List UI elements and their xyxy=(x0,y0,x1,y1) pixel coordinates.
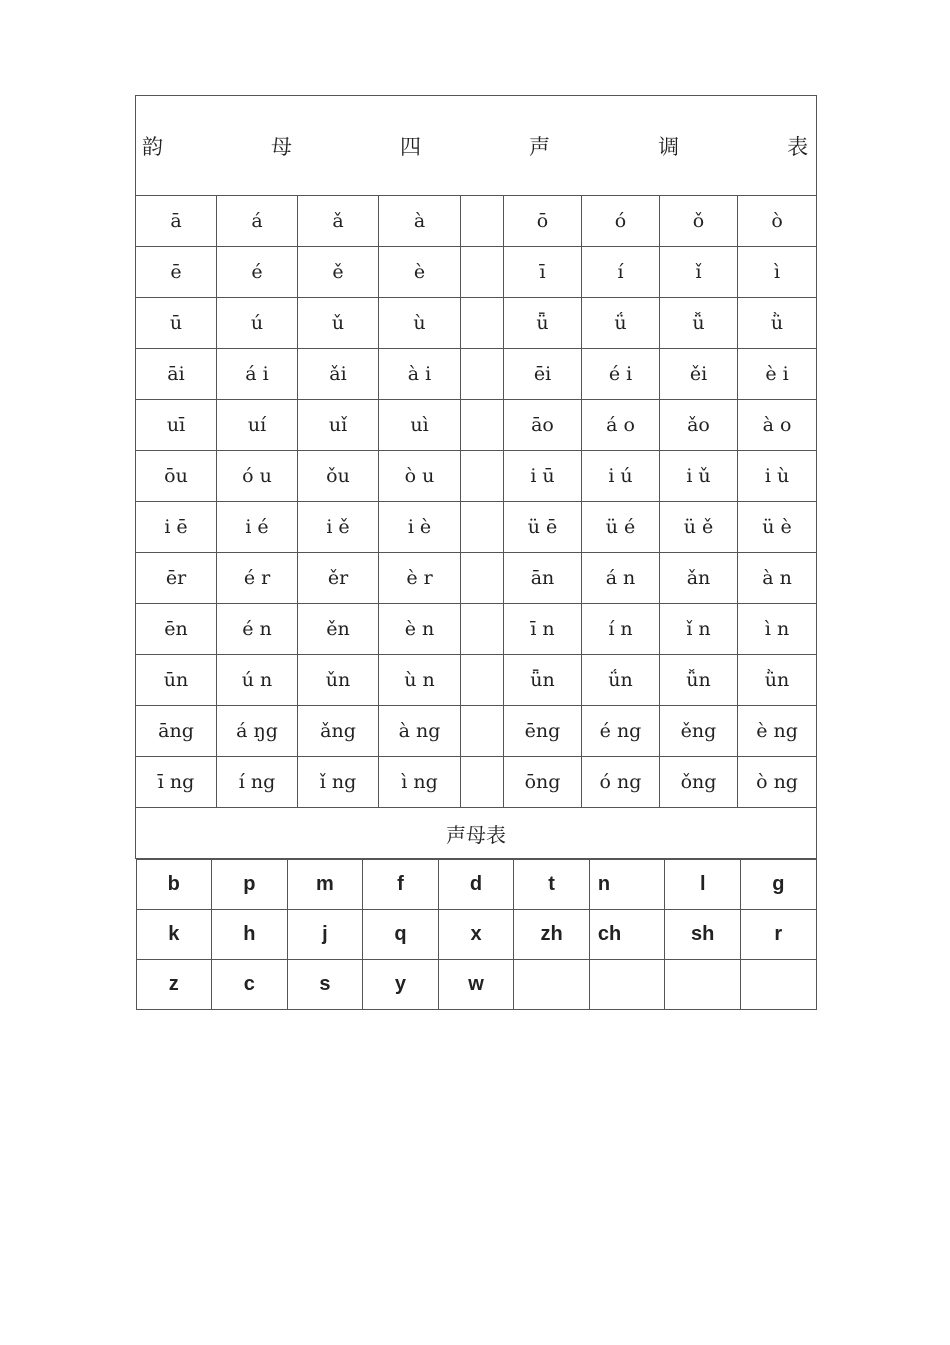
initials-cell: x xyxy=(438,910,514,960)
finals-cell: è r xyxy=(379,553,461,604)
finals-cell: ēng xyxy=(504,706,582,757)
initials-row xyxy=(136,860,816,910)
finals-cell xyxy=(461,298,504,349)
title-char: 声 xyxy=(529,134,551,159)
initials-cell xyxy=(589,960,665,1010)
finals-cell: ǖn xyxy=(504,655,582,706)
finals-row xyxy=(136,196,817,247)
finals-cell: āng xyxy=(136,706,217,757)
finals-cell: ǒu xyxy=(298,451,379,502)
finals-cell xyxy=(461,655,504,706)
finals-row xyxy=(136,706,817,757)
finals-cell: è xyxy=(379,247,461,298)
initials-row xyxy=(136,960,816,1010)
finals-cell: ǚn xyxy=(660,655,738,706)
finals-cell: ī xyxy=(504,247,582,298)
finals-cell xyxy=(461,706,504,757)
finals-cell: ǐ xyxy=(660,247,738,298)
finals-cell: i ě xyxy=(298,502,379,553)
initials-cell: p xyxy=(212,860,288,910)
finals-cell: ī ng xyxy=(136,757,217,808)
finals-cell: é i xyxy=(582,349,660,400)
finals-cell: é n xyxy=(217,604,298,655)
finals-row xyxy=(136,247,817,298)
initials-table xyxy=(136,859,817,1010)
finals-cell xyxy=(461,757,504,808)
initials-cell: d xyxy=(438,860,514,910)
initials-cell xyxy=(665,960,741,1010)
initials-cell: j xyxy=(287,910,363,960)
finals-row xyxy=(136,655,817,706)
finals-cell: ě xyxy=(298,247,379,298)
finals-cell: āo xyxy=(504,400,582,451)
finals-cell: à n xyxy=(738,553,817,604)
finals-cell: āi xyxy=(136,349,217,400)
finals-cell: à o xyxy=(738,400,817,451)
finals-row xyxy=(136,604,817,655)
finals-cell xyxy=(461,400,504,451)
initials-cell: w xyxy=(438,960,514,1010)
finals-row xyxy=(136,451,817,502)
finals-cell: ǎn xyxy=(660,553,738,604)
finals-cell: ó xyxy=(582,196,660,247)
finals-cell: ēi xyxy=(504,349,582,400)
initials-cell: zh xyxy=(514,910,590,960)
initials-cell xyxy=(514,960,590,1010)
finals-cell: ǐ n xyxy=(660,604,738,655)
finals-row xyxy=(136,298,817,349)
finals-row xyxy=(136,502,817,553)
finals-cell: ǘn xyxy=(582,655,660,706)
initials-cell: y xyxy=(363,960,439,1010)
finals-cell: uí xyxy=(217,400,298,451)
finals-cell: ǒng xyxy=(660,757,738,808)
finals-cell: ǖ xyxy=(504,298,582,349)
finals-cell: ēn xyxy=(136,604,217,655)
finals-cell: ó ng xyxy=(582,757,660,808)
finals-cell xyxy=(461,196,504,247)
finals-cell: í n xyxy=(582,604,660,655)
title-char: 调 xyxy=(658,134,680,159)
initials-row xyxy=(136,910,816,960)
finals-cell: i ǔ xyxy=(660,451,738,502)
initials-section xyxy=(136,859,817,1011)
finals-cell: ū xyxy=(136,298,217,349)
finals-cell: ù xyxy=(379,298,461,349)
finals-row xyxy=(136,400,817,451)
finals-cell: á n xyxy=(582,553,660,604)
finals-cell: ǘ xyxy=(582,298,660,349)
finals-cell: ò xyxy=(738,196,817,247)
finals-cell: uǐ xyxy=(298,400,379,451)
initials-cell: n xyxy=(589,860,665,910)
finals-cell: ǜ xyxy=(738,298,817,349)
initials-cell xyxy=(741,960,817,1010)
finals-cell: ù n xyxy=(379,655,461,706)
finals-cell: ā xyxy=(136,196,217,247)
finals-cell: ǒ xyxy=(660,196,738,247)
finals-cell: i ú xyxy=(582,451,660,502)
initials-cell: m xyxy=(287,860,363,910)
title-char: 表 xyxy=(787,134,809,159)
title-char: 四 xyxy=(400,134,422,159)
finals-cell: ü é xyxy=(582,502,660,553)
finals-cell: à ng xyxy=(379,706,461,757)
initials-cell: h xyxy=(212,910,288,960)
finals-cell: é xyxy=(217,247,298,298)
finals-cell: ǎo xyxy=(660,400,738,451)
finals-cell xyxy=(461,349,504,400)
initials-title: 声母表 xyxy=(136,808,817,859)
finals-cell: ān xyxy=(504,553,582,604)
finals-cell: ì n xyxy=(738,604,817,655)
finals-cell: ü ē xyxy=(504,502,582,553)
initials-cell: k xyxy=(136,910,212,960)
finals-cell: ǎi xyxy=(298,349,379,400)
initials-cell: t xyxy=(514,860,590,910)
finals-cell: ò u xyxy=(379,451,461,502)
finals-cell: ūn xyxy=(136,655,217,706)
finals-cell: uī xyxy=(136,400,217,451)
finals-cell: ō xyxy=(504,196,582,247)
finals-row xyxy=(136,757,817,808)
finals-cell: ōu xyxy=(136,451,217,502)
finals-cell: ěr xyxy=(298,553,379,604)
finals-cell: ì xyxy=(738,247,817,298)
initials-cell: b xyxy=(136,860,212,910)
finals-cell: i è xyxy=(379,502,461,553)
finals-cell: ǔn xyxy=(298,655,379,706)
initials-cell: z xyxy=(136,960,212,1010)
initials-cell: g xyxy=(741,860,817,910)
finals-cell: ōng xyxy=(504,757,582,808)
initials-cell: s xyxy=(287,960,363,1010)
finals-cell xyxy=(461,604,504,655)
finals-cell: ǔ xyxy=(298,298,379,349)
finals-cell: í xyxy=(582,247,660,298)
finals-cell: ì ng xyxy=(379,757,461,808)
finals-cell xyxy=(461,553,504,604)
title-char: 韵 xyxy=(142,134,163,159)
finals-cell: à i xyxy=(379,349,461,400)
finals-row xyxy=(136,349,817,400)
pinyin-table xyxy=(135,95,817,1010)
finals-cell xyxy=(461,502,504,553)
finals-cell: à xyxy=(379,196,461,247)
finals-cell: í ng xyxy=(217,757,298,808)
finals-cell: è ng xyxy=(738,706,817,757)
finals-cell: ěn xyxy=(298,604,379,655)
finals-cell xyxy=(461,247,504,298)
finals-cell: i é xyxy=(217,502,298,553)
finals-cell: á o xyxy=(582,400,660,451)
initials-cell: ch xyxy=(589,910,665,960)
finals-cell: è i xyxy=(738,349,817,400)
finals-cell: ǚ xyxy=(660,298,738,349)
finals-cell: ǎ xyxy=(298,196,379,247)
finals-cell: á i xyxy=(217,349,298,400)
initials-cell: sh xyxy=(665,910,741,960)
finals-cell: é ng xyxy=(582,706,660,757)
finals-cell: è n xyxy=(379,604,461,655)
finals-cell: i ū xyxy=(504,451,582,502)
finals-cell: ú xyxy=(217,298,298,349)
finals-cell: ēr xyxy=(136,553,217,604)
finals-cell: ú n xyxy=(217,655,298,706)
finals-cell: ěi xyxy=(660,349,738,400)
finals-cell: á xyxy=(217,196,298,247)
finals-cell: ī n xyxy=(504,604,582,655)
finals-cell: ü è xyxy=(738,502,817,553)
initials-cell: r xyxy=(741,910,817,960)
finals-cell: uì xyxy=(379,400,461,451)
finals-cell: ü ě xyxy=(660,502,738,553)
table-title xyxy=(136,96,817,196)
finals-cell: é r xyxy=(217,553,298,604)
finals-cell: ǐ ng xyxy=(298,757,379,808)
finals-cell: á ŋg xyxy=(217,706,298,757)
finals-cell: i ù xyxy=(738,451,817,502)
initials-cell: q xyxy=(363,910,439,960)
finals-cell: ò ng xyxy=(738,757,817,808)
finals-cell: i ē xyxy=(136,502,217,553)
finals-cell: ěng xyxy=(660,706,738,757)
finals-row xyxy=(136,553,817,604)
finals-cell: ǎng xyxy=(298,706,379,757)
initials-cell: f xyxy=(363,860,439,910)
finals-cell xyxy=(461,451,504,502)
initials-cell: l xyxy=(665,860,741,910)
title-char: 母 xyxy=(271,134,293,159)
finals-cell: ó u xyxy=(217,451,298,502)
initials-cell: c xyxy=(212,960,288,1010)
finals-cell: ǜn xyxy=(738,655,817,706)
finals-cell: ē xyxy=(136,247,217,298)
